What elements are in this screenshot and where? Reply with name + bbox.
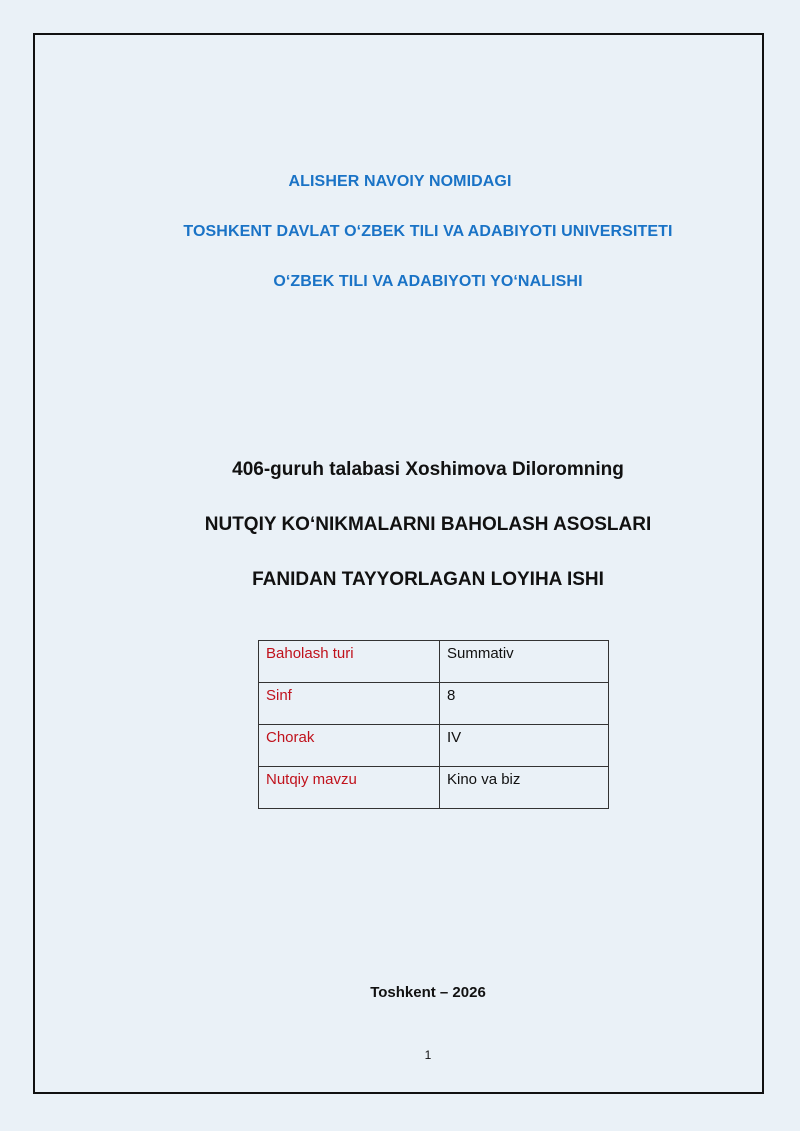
page-number: 1 — [424, 1048, 432, 1062]
table-row — [259, 641, 609, 683]
table-row — [259, 683, 609, 725]
subject-title: NUTQIY KO‘NIKMALARNI BAHOLASH ASOSLARI — [204, 514, 652, 535]
info-table — [258, 640, 609, 809]
grade-value: 8 — [440, 683, 609, 725]
quarter-value: IV — [440, 725, 609, 767]
project-title: FANIDAN TAYYORLAGAN LOYIHA ISHI — [252, 569, 604, 590]
grade-label: Sinf — [259, 683, 440, 725]
quarter-label: Chorak — [259, 725, 440, 767]
speech-topic-value: Kino va biz — [440, 767, 609, 809]
table-row — [259, 725, 609, 767]
student-line: 406-guruh talabasi Xoshimova Diloromning — [232, 459, 624, 480]
department-name: O‘ZBEK TILI VA ADABIYOTI YO‘NALISHI — [273, 273, 583, 290]
page-border — [33, 33, 764, 1094]
speech-topic-label: Nutqiy mavzu — [259, 767, 440, 809]
assessment-type-value: Summativ — [440, 641, 609, 683]
assessment-type-label: Baholash turi — [259, 641, 440, 683]
city-year: Toshkent – 2026 — [370, 984, 486, 1001]
table-row — [259, 767, 609, 809]
university-name-line2: TOSHKENT DAVLAT O‘ZBEK TILI VA ADABIYOTI UNIVERSITETI — [183, 223, 673, 240]
university-name-line1: ALISHER NAVOIY NOMIDAGI — [288, 173, 512, 190]
